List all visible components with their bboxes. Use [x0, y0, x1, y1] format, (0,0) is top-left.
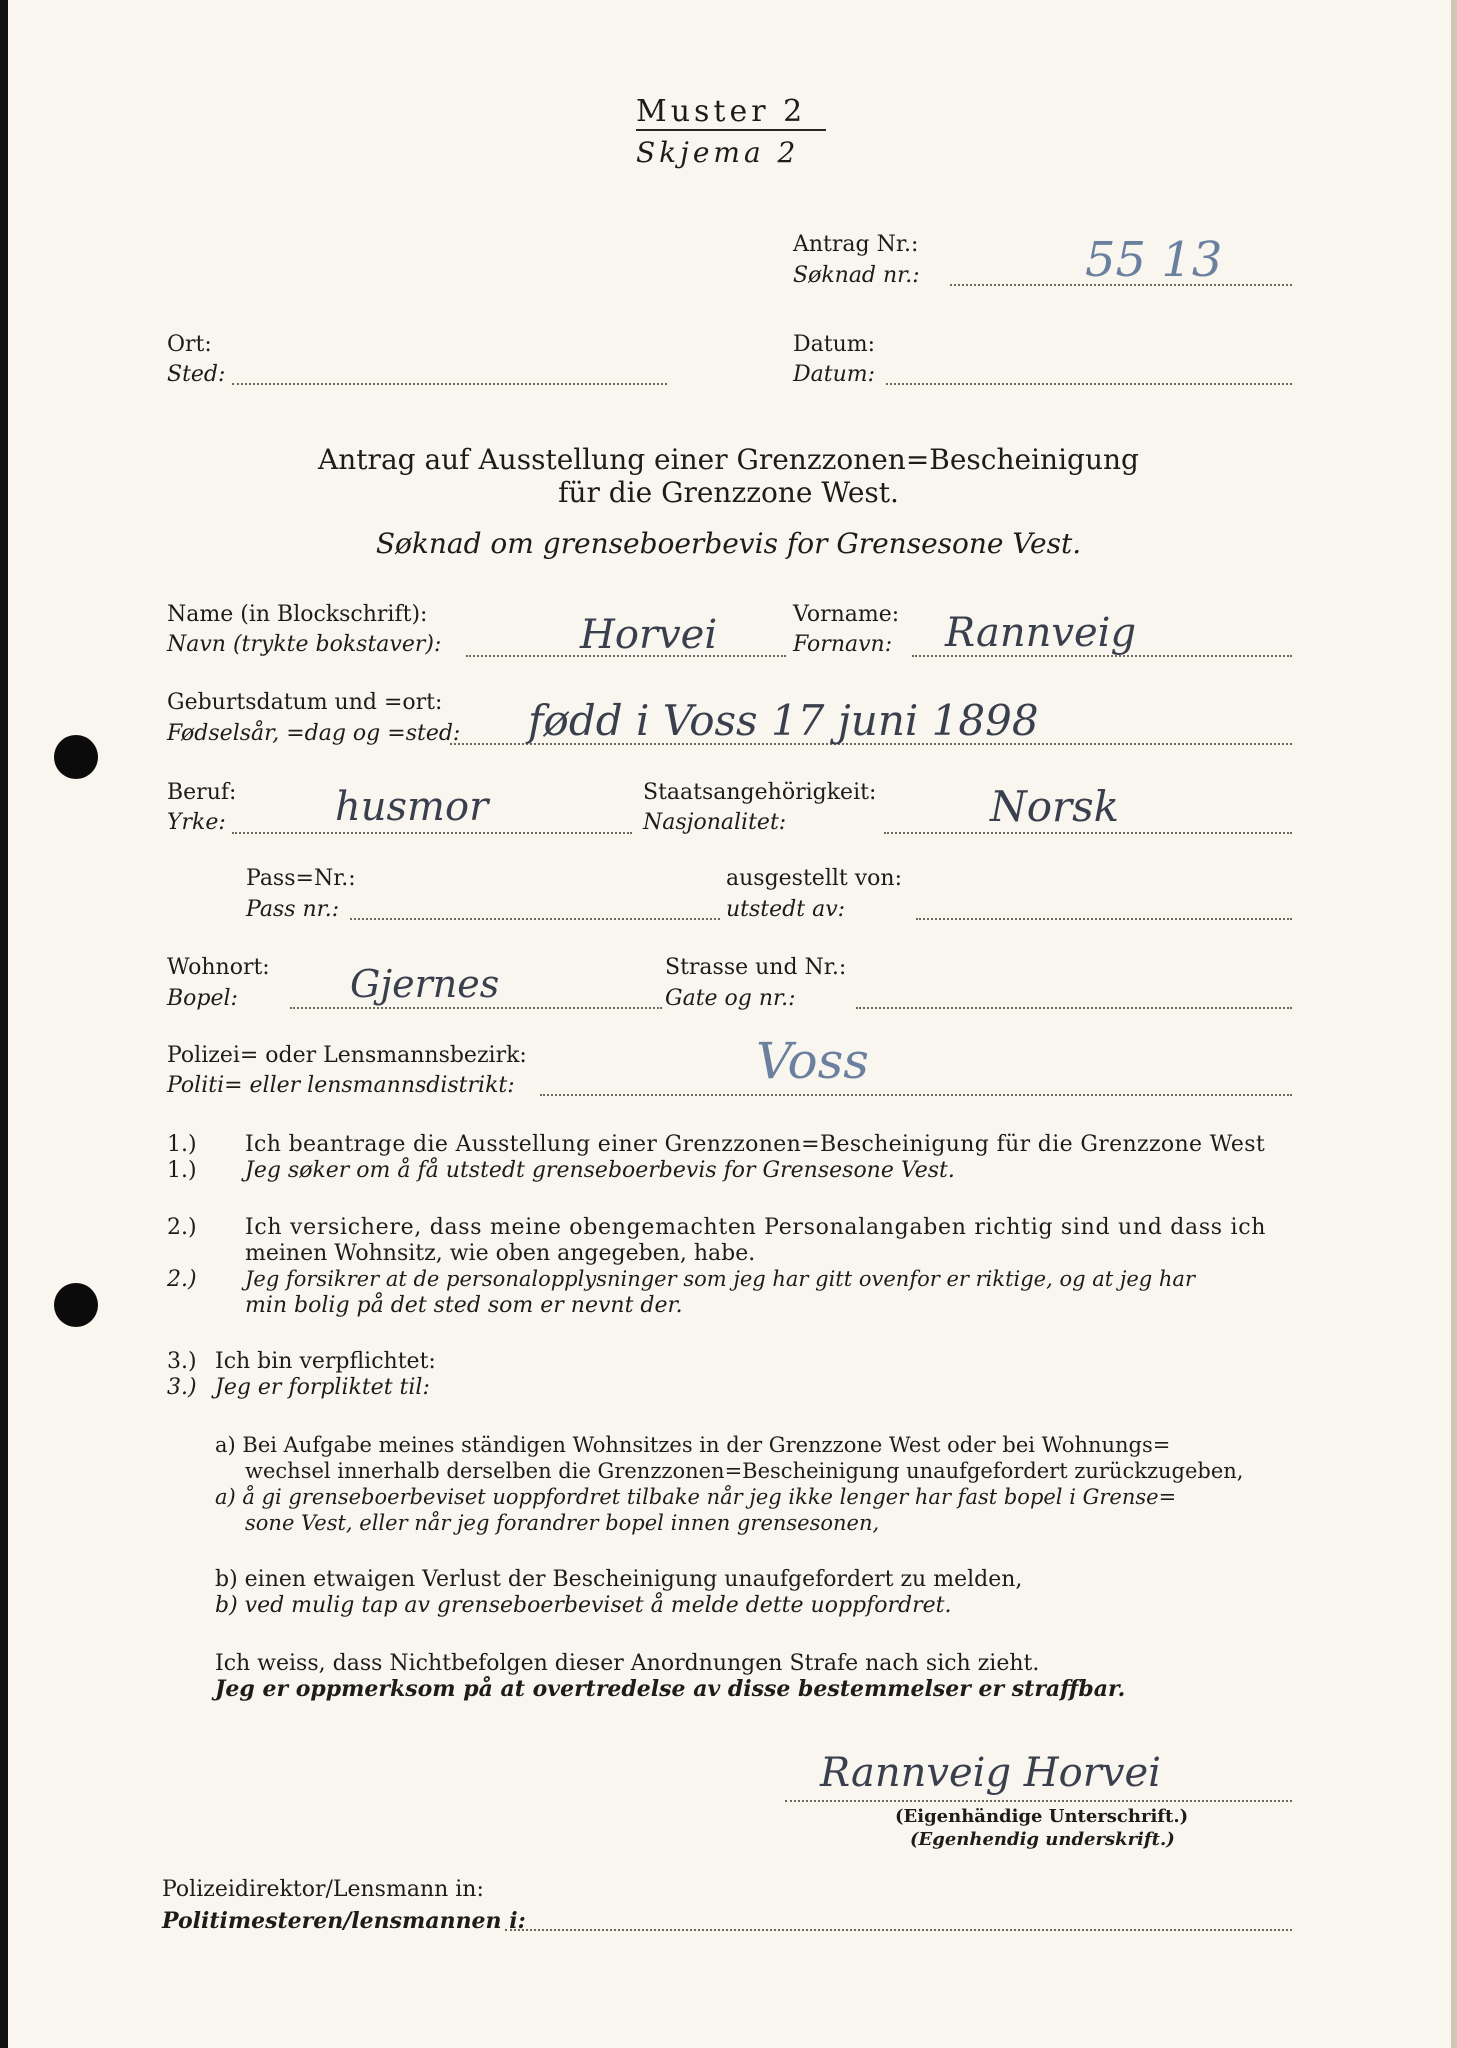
clause3a-text-de-2: wechsel innerhalb derselben die Grenzzonen=Bescheinigung unaufgefordert zurückzugeben, [245, 1459, 1244, 1483]
issued-by-label-no: utstedt av: [726, 897, 846, 922]
occupation-label-de: Beruf: [167, 780, 237, 805]
vorname-label-de: Vorname: [793, 602, 900, 627]
clause3a-text-de-1: a) Bei Aufgabe meines ständigen Wohnsitzes in der Grenzzone West oder bei Wohnungs= [215, 1433, 1171, 1457]
occupation-value: husmor [335, 784, 489, 830]
passport-line[interactable] [350, 918, 720, 920]
clause2-number-de: 2.) [167, 1215, 197, 1240]
place-label-de: Ort: [167, 332, 212, 357]
residence-label-de: Wohnort: [167, 955, 270, 980]
clause2-text-de-2: meinen Wohnsitz, wie oben angegeben, habe. [245, 1241, 756, 1266]
clause1-number-no: 1.) [167, 1158, 197, 1183]
birth-label-no: Fødselsår, =dag og =sted: [167, 721, 461, 746]
title-rule [636, 129, 826, 131]
birth-label-de: Geburtsdatum und =ort: [167, 690, 443, 715]
passport-label-no: Pass nr.: [246, 897, 340, 922]
residence-value: Gjernes [350, 962, 500, 1006]
authority-line[interactable] [505, 1929, 1292, 1931]
place-label-no: Sted: [167, 362, 226, 387]
occupation-label-no: Yrke: [167, 810, 226, 835]
district-label-de: Polizei= oder Lensmannsbezirk: [167, 1043, 527, 1068]
clause3a-text-no-1: a) å gi grenseboerbeviset uoppfordret tilbake når jeg ikke lenger har fast bopel i Grense= [215, 1485, 1177, 1509]
clause2-number-no: 2.) [167, 1267, 197, 1292]
penalty-text-de: Ich weiss, dass Nichtbefolgen dieser Anordnungen Strafe nach sich zieht. [215, 1651, 1040, 1676]
signature-value: Rannveig Horvei [820, 1750, 1161, 1796]
street-line[interactable] [856, 1007, 1292, 1009]
punch-hole-bottom [54, 1283, 98, 1327]
clause3b-text-no: b) ved mulig tap av grenseboerbeviset å melde dette uoppfordret. [215, 1593, 952, 1618]
date-label-de: Datum: [793, 332, 876, 357]
residence-line[interactable] [290, 1007, 662, 1009]
application-number-label-no: Søknad nr.: [793, 263, 920, 288]
occupation-line[interactable] [232, 832, 632, 834]
clause2-text-no-2: min bolig på det sted som er nevnt der. [245, 1293, 683, 1318]
form-title-no: Skjema 2 [636, 136, 800, 169]
place-line[interactable] [232, 383, 667, 385]
heading-line2-de: für die Grenzzone West. [558, 476, 899, 509]
nationality-value: Norsk [990, 782, 1120, 831]
scan-edge-right [1451, 0, 1457, 2048]
name-label-de: Name (in Blockschrift): [167, 602, 428, 627]
birth-value: fødd i Voss 17 juni 1898 [528, 696, 1039, 745]
name-label-no: Navn (trykte bokstaver): [167, 632, 442, 657]
district-line[interactable] [540, 1094, 1292, 1096]
clause1-text-no: Jeg søker om å få utstedt grenseboerbevis for Grensesone Vest. [245, 1158, 955, 1183]
nationality-line[interactable] [884, 832, 1292, 834]
signature-label-de: (Eigenhändige Unterschrift.) [895, 1806, 1189, 1827]
clause3b-text-de: b) einen etwaigen Verlust der Bescheinigung unaufgefordert zu melden, [215, 1567, 1023, 1592]
form-title-de: Muster 2 [636, 94, 807, 129]
clause2-text-de-1: Ich versichere, dass meine obengemachten Personalangaben richtig sind und dass ich [245, 1215, 1267, 1240]
clause2-text-no-1: Jeg forsikrer at de personalopplysninger som jeg har gitt ovenfor er riktige, og at jeg har [245, 1267, 1195, 1291]
clause3a-text-no-2: sone Vest, eller når jeg forandrer bopel innen grensesonen, [245, 1511, 880, 1535]
vorname-value: Rannveig [945, 610, 1137, 656]
street-label-no: Gate og nr.: [665, 986, 796, 1011]
district-label-no: Politi= eller lensmannsdistrikt: [167, 1073, 515, 1098]
name-value: Horvei [580, 612, 718, 658]
signature-line[interactable] [785, 1800, 1292, 1802]
clause3-number-de: 3.) [167, 1349, 197, 1374]
residence-label-no: Bopel: [167, 986, 238, 1011]
application-number-label-de: Antrag Nr.: [793, 232, 919, 257]
signature-label-no: (Egenhendig underskrift.) [910, 1829, 1175, 1850]
issued-by-line[interactable] [916, 918, 1292, 920]
nationality-label-no: Nasjonalitet: [643, 810, 787, 835]
heading-line1-de: Antrag auf Ausstellung einer Grenzzonen=Bescheinigung [318, 443, 1139, 476]
nationality-label-de: Staatsangehörigkeit: [643, 780, 877, 805]
application-number-value: 55 13 [1085, 232, 1223, 288]
punch-hole-top [54, 735, 98, 779]
authority-label-no: Politimesteren/lensmannen i: [162, 1908, 526, 1934]
passport-label-de: Pass=Nr.: [246, 866, 356, 891]
date-line[interactable] [886, 383, 1292, 385]
clause3-number-no: 3.) [167, 1375, 197, 1400]
clause1-number-de: 1.) [167, 1132, 197, 1157]
clause3-text-no: Jeg er forpliktet til: [215, 1375, 430, 1400]
clause3-text-de: Ich bin verpflichtet: [215, 1349, 436, 1374]
vorname-label-no: Fornavn: [793, 632, 893, 657]
heading-no: Søknad om grenseboerbevis for Grensesone Vest. [375, 527, 1082, 560]
issued-by-label-de: ausgestellt von: [726, 866, 902, 891]
authority-label-de: Polizeidirektor/Lensmann in: [162, 1877, 484, 1902]
street-label-de: Strasse und Nr.: [665, 955, 847, 980]
penalty-text-no: Jeg er oppmerksom på at overtredelse av disse bestemmelser er straffbar. [215, 1676, 1126, 1702]
district-value: Voss [756, 1032, 869, 1090]
date-label-no: Datum: [793, 362, 876, 387]
clause1-text-de: Ich beantrage die Ausstellung einer Grenzzonen=Bescheinigung für die Grenzzone West [245, 1132, 1266, 1157]
scan-edge-left [0, 0, 8, 2048]
